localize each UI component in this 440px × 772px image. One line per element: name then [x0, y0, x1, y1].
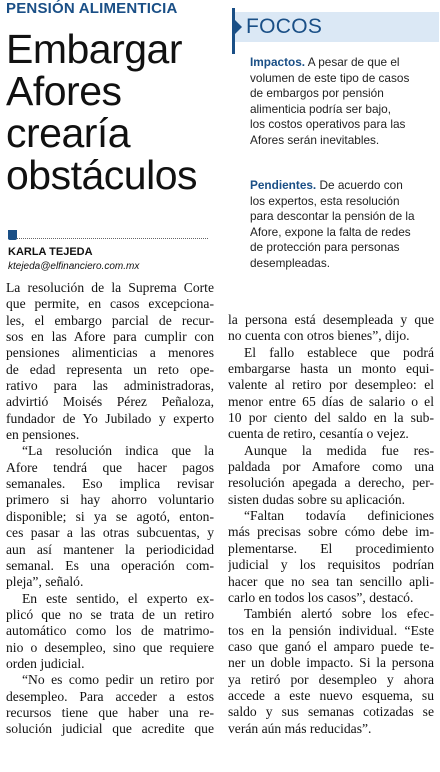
body-column-1 [6, 280, 214, 738]
focos-item-text: de protección para personas [250, 240, 400, 255]
body-column-2 [228, 312, 434, 737]
body-line: de edad representa un reto ope- [6, 361, 214, 377]
headline [6, 28, 216, 196]
focos-item-text: A pesar de que el [305, 55, 400, 69]
focos-item-text: De acuerdo con [316, 178, 403, 192]
body-line: aun así mantener la periodicidad [6, 541, 214, 557]
body-line: semanales. Eso implica revisar [6, 476, 214, 492]
focos-item-text: volumen de este tipo de casos [250, 70, 410, 85]
body-line: En este sentido, el experto ex- [22, 590, 214, 606]
focos-title: FOCOS [246, 15, 323, 38]
body-line: plicó que no se trata de un retiro [6, 606, 214, 622]
byline-divider [8, 238, 208, 239]
body-line: “Faltan todavía definiciones [244, 508, 434, 524]
body-line: disponible; si ya se agotó, enton- [6, 508, 214, 524]
body-line: tos en la pensión individual. “Este [228, 622, 434, 638]
focos-item-impactos [250, 55, 436, 149]
body-line: la persona está desempleada y que [228, 312, 434, 327]
focos-item-label: Impactos. [250, 55, 306, 69]
body-line: más precisas sobre cómo debe im- [228, 524, 434, 540]
body-line: orden judicial. [6, 655, 85, 671]
focos-item-text: los costos operativos para las [250, 117, 406, 132]
headline-line: obstáculos [6, 152, 198, 198]
byline-marker [8, 230, 17, 240]
body-line: caso que ganó el amparo puede te- [228, 638, 434, 654]
body-line: valente al retiro por desempleo: el [228, 377, 434, 393]
focos-item-label: Pendientes. [250, 178, 317, 192]
focos-item-text: de embargos por pensión [250, 86, 384, 101]
body-line: no cuenta con otros bienes”, dijo. [228, 328, 410, 344]
headline-line: Afores [6, 68, 122, 114]
body-line: desempleo. Para acceder a estos [6, 688, 214, 704]
body-line: resolución apegada a derecho, per- [228, 475, 434, 491]
body-line: Aunque la medida fue res- [244, 442, 434, 458]
focos-item-text: los expertos, esta resolución [250, 193, 400, 208]
body-line: sisten dudas sobre su aplicación. [228, 491, 406, 507]
body-line: verán aún más reducidas”. [228, 720, 372, 736]
focos-item-pendientes [250, 178, 436, 272]
focos-arrow-icon [235, 20, 242, 34]
body-line: saldo y sus semanas cotizadas se [228, 704, 434, 720]
body-line: Afore tendrá que hacer pagos [6, 459, 214, 475]
body-line: hacer que no sea tan sencillo apli- [228, 573, 434, 589]
body-line: carlo en todos los casos”, destacó. [228, 589, 414, 605]
body-line: pensiones alimenticias a menores [6, 345, 214, 361]
focos-item-text: desempleadas. [250, 255, 331, 270]
focos-item-text: Afores serán inevitables. [250, 132, 380, 147]
body-line: embargarse hasta un monto equi- [228, 361, 434, 377]
body-line: plementarse. El procedimiento [228, 540, 434, 556]
body-line: recursos tiene que haber una re- [6, 704, 214, 720]
body-line: les, el embargo parcial de recur- [6, 312, 214, 328]
body-line: cuenta de retiro, cesantía o vejez. [228, 426, 409, 442]
body-line: pleja”, señaló. [6, 574, 84, 590]
body-line: 10 por ciento del saldo en la sub- [228, 410, 434, 426]
body-line: “La resolución indica que la [22, 443, 214, 459]
body-line: La resolución de la Suprema Corte [6, 280, 214, 295]
section-kicker: PENSIÓN ALIMENTICIA [6, 0, 178, 17]
body-line: judicial y los requisitos podrían [228, 557, 434, 573]
headline-line: Embargar [6, 26, 183, 72]
body-line: advirtió Moisés Pérez Peñaloza, [6, 394, 214, 410]
body-line: accede a este nuevo esquema, su [228, 687, 434, 703]
body-line: ces pasar a las otras subcuentas, y [6, 525, 214, 541]
body-line: automático como los de matrimo- [6, 623, 214, 639]
body-line: menor entre 65 días de salario o el [228, 393, 434, 409]
body-line: El fallo establece que podrá [244, 344, 434, 360]
author-name: KARLA TEJEDA [8, 246, 93, 258]
body-line: en pensiones. [6, 427, 80, 443]
body-line: ner un doble impacto. Si la persona [228, 655, 434, 671]
body-line: fundador de Yo Jubilado y experto [6, 410, 214, 426]
focos-item-text: Afore, expone la falta de redes [250, 224, 411, 239]
focos-item-text: alimenticia podría ser bajo, [250, 101, 391, 116]
author-email: ktejeda@elfinanciero.com.mx [8, 261, 140, 272]
body-line: solución judicial que acredite que [6, 721, 214, 737]
body-line: “No es como pedir un retiro por [22, 672, 214, 688]
body-line: semanal. Es una operación com- [6, 557, 214, 573]
body-line: ya retiró por desempleo y ahora [228, 671, 434, 687]
headline-line: crearía [6, 110, 131, 156]
body-line: paldada por Amafore como una [228, 459, 434, 475]
body-line: También alertó sobre los efec- [244, 606, 434, 622]
body-line: rativo para las administradoras, [6, 378, 214, 394]
focos-item-text: para descontar la pensión de la [250, 209, 415, 224]
body-line: sos en las Afore para cumplir con [6, 329, 214, 345]
body-line: que permite, en casos excepciona- [6, 296, 214, 312]
body-line: primero si hay ahorro voluntario [6, 492, 214, 508]
body-line: nio o desempleo, sino que requiere [6, 639, 214, 655]
